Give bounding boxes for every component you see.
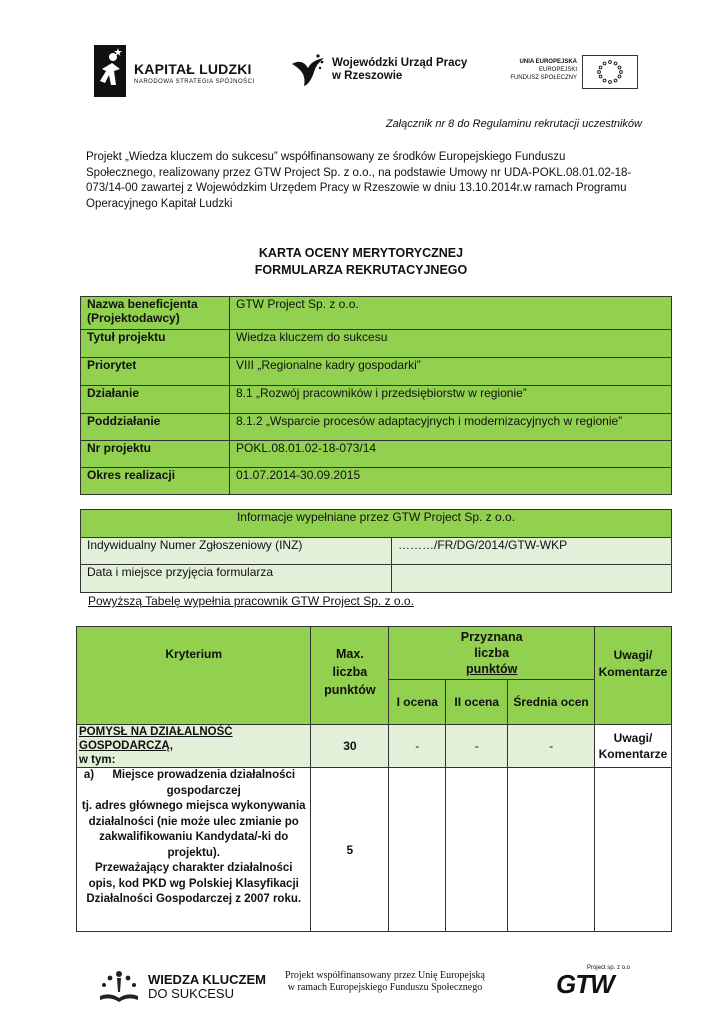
label-subaction: Poddziałanie [81,414,230,441]
header-max [311,627,389,725]
header-kryterium: Kryterium [77,627,311,725]
criteria-table [76,626,672,932]
value-subaction: 8.1.2 „Wsparcie procesów adaptacyjnych i modernizacyjnych w regionie” [230,414,672,441]
wup-line1: Wojewódzki Urząd Pracy [332,57,468,69]
row-location-max: 5 [311,768,389,932]
header-max-1: Max. [335,647,364,661]
value-action: 8.1 „Rozwój pracowników i przedsiębiorstw w regionie” [230,386,672,414]
gtw-big-text: GTW [556,969,614,999]
table-row [81,386,672,414]
kl-subtitle: NARODOWA STRATEGIA SPÓJNOŚCI [134,79,255,85]
kapital-ludzki-icon [94,45,126,97]
intro-paragraph: Projekt „Wiedza kluczem do sukcesu” współfinansowany ze środków Europejskiego Funduszu Społecznego, realizowany przez GTW Project Sp. z o.o., na podstawie Umowy nr UDA-POKL.08.01.02-18-073/14-00 zawartej z Wojewódzkim Urzędem Pracy w Rzeszowie w dniu 13.10.2014r.w ramach Programu Operacyjnego Kapitał Ludzki [86,151,632,210]
footer-logo-line1: WIEDZA KLUCZEM [148,972,266,987]
date-value[interactable] [392,565,672,593]
annex-note: Załącznik nr 8 do Regulaminu rekrutacji uczestników [385,118,642,130]
project-table [80,296,672,495]
table-row [81,510,672,538]
header-max-2: liczba [332,665,368,679]
table-row [81,441,672,468]
footer-logo [96,966,266,1006]
inz-value[interactable]: ………/FR/DG/2014/GTW-WKP [392,538,672,565]
label-project-number: Nr projektu [81,441,230,468]
eu-line1: UNIA EUROPEJSKA [519,59,577,65]
info-title: Informacje wypełniane przez GTW Project Sp. z o.o. [81,510,672,538]
row-pomysl-label-1: POMYSŁ NA DZIAŁALNOŚĆ GOSPODARCZĄ, [79,726,233,752]
header-przyznana [389,627,595,680]
row-pomysl-label-2: w tym: [79,754,116,766]
row-pomysl-uwagi-2: Komentarze [598,747,668,761]
eu-logo [510,55,630,91]
table-row [81,565,672,593]
date-label: Data i miejsce przyjęcia formularza [81,565,392,593]
wup-bird-icon [290,54,326,88]
book-icon [96,966,142,1006]
table-row [81,297,672,330]
table-row [81,358,672,386]
row-pomysl-srednia: - [508,725,595,768]
header-max-3: punktów [324,683,376,697]
title-line1: KARTA OCENY MERYTORYCZNEJ [258,246,464,260]
kapital-ludzki-logo [94,45,264,103]
title-line2: FORMULARZA REKRUTACYJNEGO [254,263,468,277]
criterion-item-prefix: a) [83,769,95,781]
table-row [81,468,672,495]
row-pomysl-label [77,725,311,768]
row-location-ocena2[interactable] [446,768,508,932]
criterion-bold2: Przeważający charakter działalności [94,862,293,874]
header-uwagi [594,627,671,725]
row-pomysl-uwagi [594,725,671,768]
row-pomysl-ocena2: - [446,725,508,768]
table-row [81,330,672,358]
criterion-location [77,768,311,932]
criterion-text1: tj. adres głównego miejsca wykonywania działalności (nie może ulec zmianie po zakwalifikowaniu Kandydata/-ki do projektu). [81,800,306,859]
row-location-ocena1[interactable] [389,768,446,932]
criterion-item-heading [79,768,308,799]
value-beneficiary: GTW Project Sp. z o.o. [230,297,672,330]
row-pomysl-max: 30 [311,725,389,768]
row-pomysl-ocena1: - [389,725,446,768]
header-uwagi-1: Uwagi/ [613,648,653,662]
table-row [81,538,672,565]
info-table [80,509,672,593]
inz-label: Indywidualny Numer Zgłoszeniowy (INZ) [81,538,392,565]
criterion-text2: opis, kod PKD wg Polskiej Klasyfikacji Działalności Gospodarczej z 2007 roku. [86,877,302,905]
wup-name [332,57,467,83]
fill-note: Powyższą Tabelę wypełnia pracownik GTW Project Sp. z o.o. [88,594,414,608]
row-location-srednia[interactable] [508,768,595,932]
table-row [77,725,672,768]
table-row [81,414,672,441]
gtw-small-text: Project sp. z o.o [586,965,630,971]
label-action: Działanie [81,386,230,414]
header-srednia: Średnia ocen [508,680,595,725]
gtw-logo [556,965,630,1001]
table-row [77,627,672,680]
value-priority: VIII „Regionalne kadry gospodarki” [230,358,672,386]
footer-center-line2: w ramach Europejskiego Funduszu Społecznego [287,982,483,993]
value-title: Wiedza kluczem do sukcesu [230,330,672,358]
row-pomysl-uwagi-1: Uwagi/ [613,731,653,745]
header-przyznana-1: Przyznana [460,630,523,644]
header-ocena2: II ocena [446,680,508,725]
footer-logo-line2: DO SUKCESU [148,986,234,1001]
table-row [77,768,672,932]
eu-flag-icon [582,55,638,89]
footer-center-line1: Projekt współfinansowany przez Unię Europejską [285,970,485,981]
eu-text [510,58,577,82]
eu-line2: EUROPEJSKI [538,67,577,73]
header-ocena1: I ocena [389,680,446,725]
label-period: Okres realizacji [81,468,230,495]
row-location-uwagi[interactable] [594,768,671,932]
header-uwagi-2: Komentarze [598,665,668,679]
page-title [80,245,642,279]
label-priority: Priorytet [81,358,230,386]
eu-line3: FUNDUSZ SPOŁECZNY [510,75,577,81]
label-title: Tytuł projektu [81,330,230,358]
footer-cofinancing [270,970,500,994]
wup-line2: w Rzeszowie [332,70,403,82]
criterion-item-title: Miejsce prowadzenia działalności gospodarczej [112,769,296,797]
kl-title: KAPITAŁ LUDZKI [134,61,252,77]
wup-logo [290,52,480,94]
header-przyznana-3: punktów [465,662,518,676]
label-beneficiary: Nazwa beneficjenta (Projektodawcy) [81,297,230,330]
footer-logo-text [148,973,266,1001]
value-project-number: POKL.08.01.02-18-073/14 [230,441,672,468]
value-period: 01.07.2014-30.09.2015 [230,468,672,495]
header-przyznana-2: liczba [474,646,510,660]
